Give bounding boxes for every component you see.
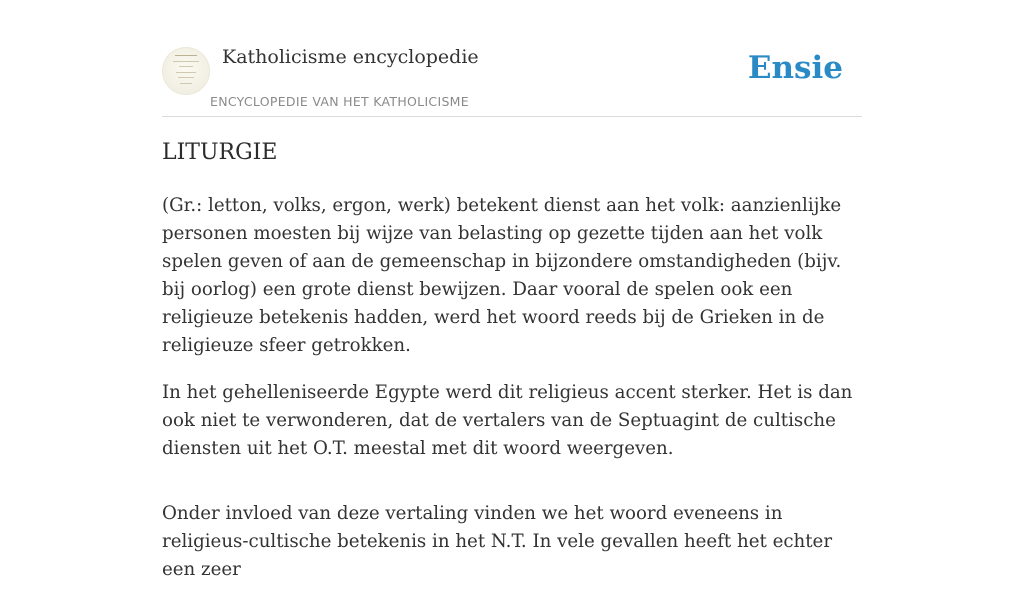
brand-logo[interactable]: Ensie: [747, 50, 843, 86]
header: [162, 0, 862, 117]
article-body: [162, 192, 867, 603]
article-paragraph: In het gehelleniseerde Egypte werd dit religieus accent sterker. Het is dan ook niet te verwonderen, dat de vertalers van de Septuagint de cultische diensten uit het O.T. meestal met dit woord weergeven.: [162, 382, 853, 459]
source-subtitle: ENCYCLOPEDIE VAN HET KATHOLICISME: [210, 94, 469, 109]
article-title: LITURGIE: [162, 140, 278, 165]
source-title[interactable]: Katholicisme encyclopedie: [222, 46, 479, 68]
source-avatar[interactable]: [162, 47, 210, 95]
page: [162, 0, 862, 580]
article-paragraph: Onder invloed van deze vertaling vinden we het woord eveneens in religieus-cultische betekenis in het N.T. In vele gevallen heeft het echter een zeer: [162, 503, 833, 580]
article-paragraph: (Gr.: letton, volks, ergon, werk) betekent dienst aan het volk: aanzienlijke personen moesten bij wijze van belasting op gezette tijden aan het volk spelen geven of aan de gemeenschap in bijzondere omstandigheden (bijv. bij oorlog) een grote dienst bewijzen. Daar vooral de spelen ook een religieuze betekenis hadden, werd het woord reeds bij de Grieken in de religieuze sfeer getrokken.: [162, 195, 842, 356]
